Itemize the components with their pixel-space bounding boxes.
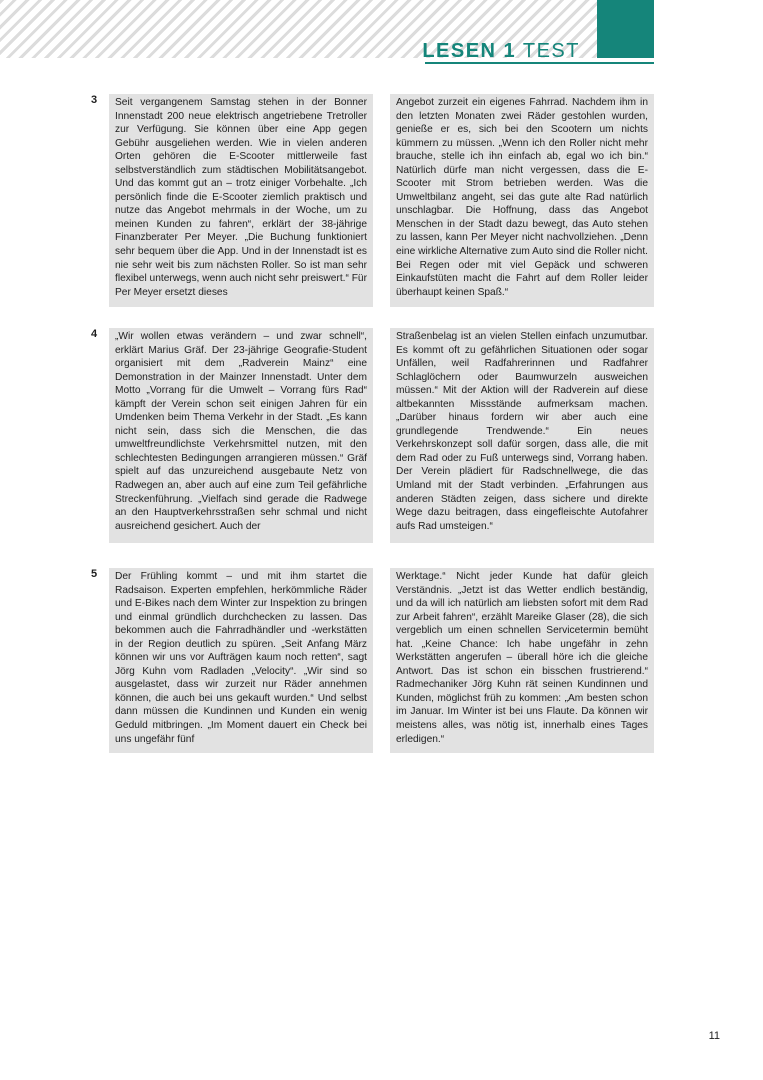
- text-column-right: Straßenbelag ist an vielen Stellen einfach unzumutbar. Es kommt oft zu gefährlichen Situationen oder sogar Unfällen, weil Radfahrerinnen und Radfahrer Schlaglöchern oder Baumwurzeln ausweichen müssen.“ Mit der Aktion will der Radverein auf diese altbekannten Missstände aufmerksam machen. „Darüber hinaus fordern wir aber auch eine grundlegende Trendwende.“ Ein neues Verkehrskonzept soll dafür sorgen, dass alle, die mit dem Rad oder zu Fuß unterwegs sind, Vorrang haben. Der Verein plädiert für Radschnellwege, die das Umland mit der Stadt verbinden. „Erfahrungen aus anderen Städten zeigen, dass sichere und direkte Wege dazu beitragen, dass eingefleischte Autofahrer aufs Rad umsteigen.“: [390, 328, 654, 543]
- section-body: [109, 328, 654, 543]
- text-column-right: Angebot zurzeit ein eigenes Fahrrad. Nachdem ihm in den letzten Monaten zwei Räder gestohlen wurden, genieße er es, sich bei den Scootern um nichts kümmern zu müssen. „Wenn ich den Roller nicht mehr brauche, stelle ich ihn einfach ab, egal wo ich bin.“ Natürlich dürfe man nicht vergessen, dass die E-Scooter mit Strom betrieben werden. Was die Umweltbilanz angeht, sei das gute alte Rad natürlich unschlagbar. Die Hoffnung, dass das Angebot Menschen in der Stadt dazu bewegt, das Auto stehen zu lassen, kann Per Meyer nicht nachvollziehen. „Denn eine wirkliche Alternative zum Auto sind die Roller nicht. Bei Regen oder mit viel Gepäck und schweren Einkaufstüten macht die Fahrt auf dem Roller leider überhaupt keinen Spaß.“: [390, 94, 654, 307]
- section-body: [109, 94, 654, 307]
- page-title-test: TEST: [522, 40, 580, 62]
- text-column-left: Seit vergangenem Samstag stehen in der Bonner Innenstadt 200 neue elektrisch angetriebene Tretroller zur Verfügung. Sie können über eine App gegen Gebühr ausgeliehen werden. Wie in vielen anderen Orten gehören die E-Scooter mittlerweile fast selbstverständlich zum städtischen Mobilitätsangebot. Und das kommt gut an – trotz einiger Vorbehalte. „Ich persönlich finde die E-Scooter ziemlich praktisch und nutze das Angebot mehrmals in der Woche, um zu meinen Kunden zu fahren“, erklärt der 38-jährige Finanzberater Per Meyer. „Die Buchung funktioniert sehr bequem über die App. Und in der Innenstadt ist es nie sehr weit bis zum nächsten Roller. So ist man sehr flexibel unterwegs, wenn auch nicht sehr preiswert.“ Für Per Meyer ersetzt dieses: [109, 94, 373, 307]
- section-number: 4: [91, 328, 98, 340]
- text-column-left: „Wir wollen etwas verändern – und zwar schnell“, erklärt Marius Gräf. Der 23-jährige Geografie-Student organisiert mit dem „Radverein Mainz“ eine Demonstration in der Mainzer Innenstadt. Unter dem Motto „Vorrang für die Umwelt – Vorrang fürs Rad“ kämpft der Verein schon seit einigen Jahren für ein Umdenken beim Thema Verkehr in der Stadt. „Es kann nicht sein, dass sich die Menschen, die das umweltfreundlichste Verkehrsmittel nutzen, mit den schlechtesten Bedingungen arrangieren müssen.“ Gräf spielt auf das unzureichend ausgebaute Netz von Radwegen an, aber auch auf eine zum Teil gefährliche Streckenführung. „Vielfach sind gerade die Radwege an den Hauptverkehrsstraßen sehr schmal und nicht ausreichend gesichert. Auch der: [109, 328, 373, 543]
- header-accent-block: [597, 0, 654, 58]
- text-column-left: Der Frühling kommt – und mit ihm startet die Radsaison. Experten empfehlen, herkömmliche Räder und E-Bikes nach dem Winter zur Inspektion zu bringen und einmal gründlich durchchecken zu lassen. Das bekommen auch die Fahrradhändler und -werkstätten in der Region deutlich zu spüren. „Seit Anfang März können wir uns vor Aufträgen kaum noch retten“, sagt Jörg Kuhn vom Radladen „Velocity“. „Wir sind so ausgelastet, dass wir zurzeit nur Räder annehmen können, die auch bei uns gekauft wurden.“ Und selbst dann müssen die Kundinnen und Kunden ein wenig Geduld mitbringen. „Im Moment dauert ein Check bei uns ungefähr fünf: [109, 568, 373, 753]
- text-column-right: Werktage.“ Nicht jeder Kunde hat dafür gleich Verständnis. „Jetzt ist das Wetter endlich beständig, und da will ich natürlich am liebsten sofort mit dem Rad zur Arbeit fahren“, erzählt Mareike Glaser (28), die sich vergeblich um einen schnellen Servicetermin bemüht hat. „Keine Chance: Ich habe ungefähr in zehn Werkstätten angerufen – überall höre ich die gleiche Antwort. Das ist schon ein bisschen frustrierend.“ Radmechaniker Jörg Kuhn rät seinen Kundinnen und Kunden, möglichst früh zu kommen: „Am besten schon im Januar. Im Winter ist bei uns Flaute. Da können wir meistens alles, was nötig ist, innerhalb eines Tages erledigen.“: [390, 568, 654, 753]
- page-title: [422, 40, 580, 63]
- section-body: [109, 568, 654, 753]
- section-number: 5: [91, 568, 98, 580]
- header-underline: [425, 62, 654, 64]
- section-number: 3: [91, 94, 98, 106]
- page-title-lesen: LESEN 1: [422, 40, 517, 62]
- page-number: 11: [708, 1030, 720, 1042]
